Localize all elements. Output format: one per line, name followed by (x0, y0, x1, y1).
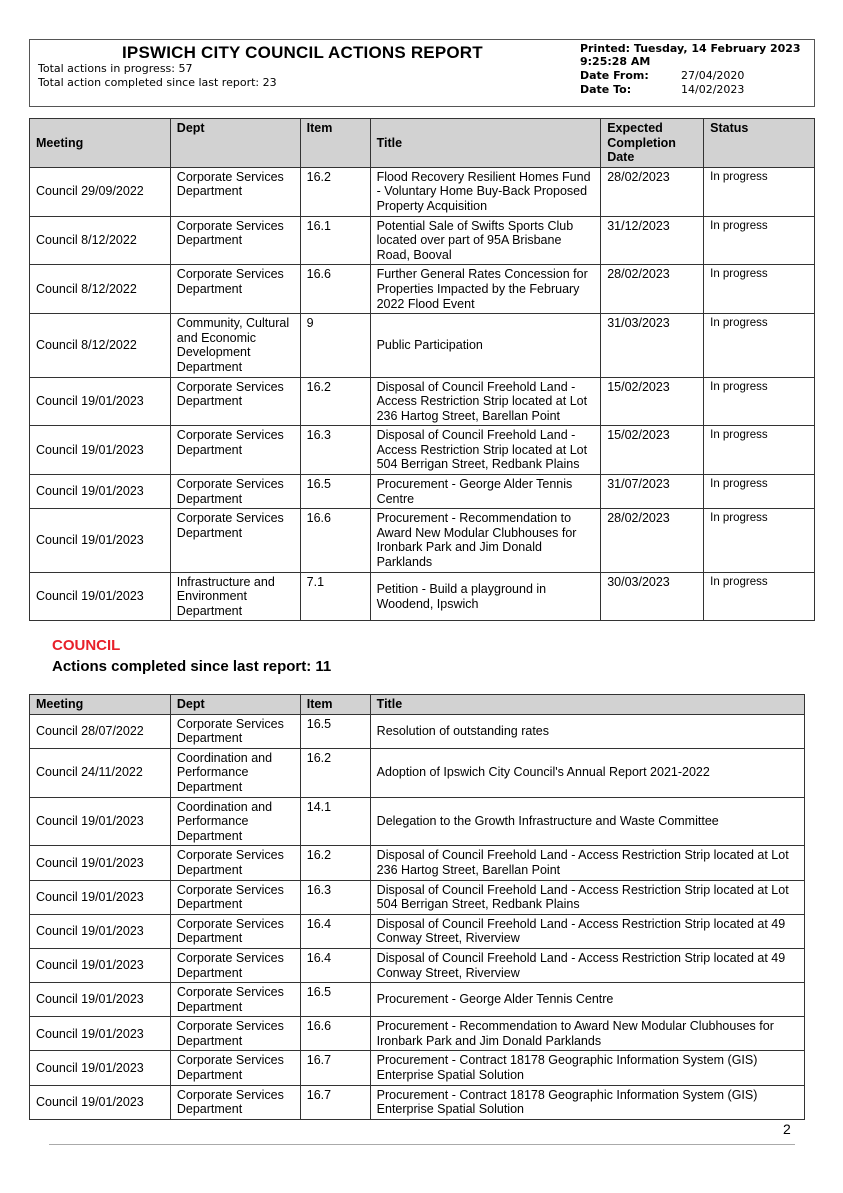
date-to-value: 14/02/2023 (681, 83, 745, 96)
total-in-progress: Total actions in progress: 57 (38, 62, 193, 75)
cell-meeting: Council 19/01/2023 (30, 797, 171, 846)
cell-date: 31/07/2023 (601, 475, 704, 509)
cell-dept: Coordination and Performance Department (170, 797, 300, 846)
cell-status: In progress (704, 216, 815, 265)
cell-title: Disposal of Council Freehold Land - Access Restriction Strip located at Lot 236 Hartog Street, Barellan Point (370, 846, 804, 880)
cell-dept: Corporate Services Department (170, 714, 300, 748)
table-row (30, 572, 815, 621)
cell-item: 16.2 (300, 748, 370, 797)
table-row (30, 1085, 805, 1119)
cell-title: Disposal of Council Freehold Land - Access Restriction Strip located at 49 Conway Street, Riverview (370, 914, 804, 948)
cell-title: Petition - Build a playground in Woodend, Ipswich (370, 572, 601, 621)
cell-dept: Community, Cultural and Economic Development Department (170, 314, 300, 377)
cell-item: 16.3 (300, 880, 370, 914)
table-row (30, 265, 815, 314)
date-to-label: Date To: (580, 83, 632, 96)
cell-meeting: Council 24/11/2022 (30, 748, 171, 797)
cell-date: 15/02/2023 (601, 377, 704, 426)
printed-date: Printed: Tuesday, 14 February 2023 (580, 42, 801, 55)
cell-item: 16.4 (300, 914, 370, 948)
col-dept: Dept (170, 695, 300, 715)
cell-status: In progress (704, 377, 815, 426)
cell-dept: Corporate Services Department (170, 509, 300, 572)
date-from-value: 27/04/2020 (681, 69, 745, 82)
cell-item: 16.1 (300, 216, 370, 265)
table-row (30, 748, 805, 797)
cell-dept: Corporate Services Department (170, 914, 300, 948)
cell-meeting: Council 29/09/2022 (30, 167, 171, 216)
table-row (30, 167, 815, 216)
table-row (30, 846, 805, 880)
cell-dept: Corporate Services Department (170, 1017, 300, 1051)
cell-status: In progress (704, 572, 815, 621)
col-expected-date: Expected Completion Date (601, 119, 704, 168)
col-status: Status (704, 119, 815, 168)
cell-dept: Corporate Services Department (170, 475, 300, 509)
col-dept: Dept (170, 119, 300, 168)
printed-time: 9:25:28 AM (580, 55, 651, 68)
col-title: Title (370, 695, 804, 715)
cell-status: In progress (704, 426, 815, 475)
cell-item: 16.6 (300, 265, 370, 314)
cell-meeting: Council 8/12/2022 (30, 314, 171, 377)
cell-status: In progress (704, 509, 815, 572)
cell-dept: Corporate Services Department (170, 426, 300, 475)
cell-title: Delegation to the Growth Infrastructure and Waste Committee (370, 797, 804, 846)
cell-item: 16.6 (300, 509, 370, 572)
total-completed: Total action completed since last report: 23 (38, 76, 277, 89)
page-number: 2 (783, 1121, 791, 1137)
cell-meeting: Council 19/01/2023 (30, 914, 171, 948)
table-row (30, 714, 805, 748)
table-row (30, 475, 815, 509)
table-row (30, 509, 815, 572)
cell-meeting: Council 19/01/2023 (30, 426, 171, 475)
cell-date: 15/02/2023 (601, 426, 704, 475)
cell-meeting: Council 19/01/2023 (30, 475, 171, 509)
cell-title: Further General Rates Concession for Properties Impacted by the February 2022 Flood Event (370, 265, 601, 314)
cell-title: Resolution of outstanding rates (370, 714, 804, 748)
cell-item: 7.1 (300, 572, 370, 621)
table-row (30, 1051, 805, 1085)
cell-date: 30/03/2023 (601, 572, 704, 621)
cell-title: Procurement - George Alder Tennis Centre (370, 475, 601, 509)
cell-dept: Coordination and Performance Department (170, 748, 300, 797)
cell-meeting: Council 19/01/2023 (30, 572, 171, 621)
in-progress-table (29, 118, 815, 621)
table-row (30, 1017, 805, 1051)
date-from-row (580, 69, 744, 82)
section-subtitle: Actions completed since last report: 11 (52, 658, 332, 675)
table-row (30, 880, 805, 914)
table-row (30, 983, 805, 1017)
cell-title: Disposal of Council Freehold Land - Access Restriction Strip located at Lot 236 Hartog Street, Barellan Point (370, 377, 601, 426)
cell-dept: Corporate Services Department (170, 983, 300, 1017)
cell-date: 31/03/2023 (601, 314, 704, 377)
cell-status: In progress (704, 167, 815, 216)
printed-timestamp (580, 42, 810, 68)
cell-dept: Infrastructure and Environment Department (170, 572, 300, 621)
cell-title: Flood Recovery Resilient Homes Fund - Voluntary Home Buy-Back Proposed Property Acquisition (370, 167, 601, 216)
cell-meeting: Council 19/01/2023 (30, 1051, 171, 1085)
cell-title: Procurement - Recommendation to Award New Modular Clubhouses for Ironbark Park and Jim Donald Parklands (370, 1017, 804, 1051)
cell-title: Disposal of Council Freehold Land - Access Restriction Strip located at Lot 504 Berrigan Street, Redbank Plains (370, 880, 804, 914)
cell-date: 31/12/2023 (601, 216, 704, 265)
table-header-row (30, 695, 805, 715)
cell-dept: Corporate Services Department (170, 216, 300, 265)
table-row (30, 314, 815, 377)
cell-item: 14.1 (300, 797, 370, 846)
cell-dept: Corporate Services Department (170, 1051, 300, 1085)
col-item: Item (300, 119, 370, 168)
cell-item: 16.2 (300, 846, 370, 880)
cell-dept: Corporate Services Department (170, 167, 300, 216)
cell-date: 28/02/2023 (601, 167, 704, 216)
col-meeting: Meeting (30, 119, 171, 168)
table-row (30, 216, 815, 265)
cell-item: 9 (300, 314, 370, 377)
cell-date: 28/02/2023 (601, 265, 704, 314)
cell-meeting: Council 19/01/2023 (30, 1017, 171, 1051)
col-meeting: Meeting (30, 695, 171, 715)
footer-divider (49, 1144, 795, 1145)
cell-dept: Corporate Services Department (170, 1085, 300, 1119)
cell-dept: Corporate Services Department (170, 846, 300, 880)
table-header-row (30, 119, 815, 168)
cell-dept: Corporate Services Department (170, 265, 300, 314)
table-row (30, 914, 805, 948)
cell-status: In progress (704, 314, 815, 377)
cell-item: 16.5 (300, 983, 370, 1017)
col-item: Item (300, 695, 370, 715)
completed-table (29, 694, 805, 1120)
cell-title: Procurement - Contract 18178 Geographic Information System (GIS) Enterprise Spatial Solution (370, 1051, 804, 1085)
cell-meeting: Council 8/12/2022 (30, 265, 171, 314)
report-header (29, 39, 815, 107)
cell-title: Potential Sale of Swifts Sports Club located over part of 95A Brisbane Road, Booval (370, 216, 601, 265)
cell-title: Public Participation (370, 314, 601, 377)
cell-meeting: Council 19/01/2023 (30, 983, 171, 1017)
date-from-label: Date From: (580, 69, 649, 82)
cell-item: 16.7 (300, 1085, 370, 1119)
cell-title: Adoption of Ipswich City Council's Annual Report 2021-2022 (370, 748, 804, 797)
cell-title: Disposal of Council Freehold Land - Access Restriction Strip located at Lot 504 Berrigan Street, Redbank Plains (370, 426, 601, 475)
cell-title: Procurement - George Alder Tennis Centre (370, 983, 804, 1017)
section-label: COUNCIL (52, 637, 121, 654)
table-row (30, 426, 815, 475)
cell-date: 28/02/2023 (601, 509, 704, 572)
table-row (30, 377, 815, 426)
cell-meeting: Council 19/01/2023 (30, 509, 171, 572)
cell-item: 16.2 (300, 377, 370, 426)
table-row (30, 948, 805, 982)
cell-meeting: Council 19/01/2023 (30, 948, 171, 982)
cell-meeting: Council 8/12/2022 (30, 216, 171, 265)
cell-title: Procurement - Contract 18178 Geographic Information System (GIS) Enterprise Spatial Solution (370, 1085, 804, 1119)
cell-item: 16.3 (300, 426, 370, 475)
cell-meeting: Council 19/01/2023 (30, 880, 171, 914)
report-title: IPSWICH CITY COUNCIL ACTIONS REPORT (122, 43, 483, 62)
cell-meeting: Council 28/07/2022 (30, 714, 171, 748)
col-title: Title (370, 119, 601, 168)
cell-item: 16.4 (300, 948, 370, 982)
cell-meeting: Council 19/01/2023 (30, 846, 171, 880)
cell-status: In progress (704, 265, 815, 314)
date-to-row (580, 83, 744, 96)
cell-status: In progress (704, 475, 815, 509)
cell-dept: Corporate Services Department (170, 377, 300, 426)
cell-meeting: Council 19/01/2023 (30, 1085, 171, 1119)
cell-item: 16.5 (300, 475, 370, 509)
cell-item: 16.6 (300, 1017, 370, 1051)
cell-meeting: Council 19/01/2023 (30, 377, 171, 426)
cell-dept: Corporate Services Department (170, 880, 300, 914)
cell-item: 16.7 (300, 1051, 370, 1085)
cell-title: Disposal of Council Freehold Land - Access Restriction Strip located at 49 Conway Street, Riverview (370, 948, 804, 982)
cell-item: 16.5 (300, 714, 370, 748)
table-row (30, 797, 805, 846)
cell-title: Procurement - Recommendation to Award New Modular Clubhouses for Ironbark Park and Jim Donald Parklands (370, 509, 601, 572)
cell-item: 16.2 (300, 167, 370, 216)
cell-dept: Corporate Services Department (170, 948, 300, 982)
